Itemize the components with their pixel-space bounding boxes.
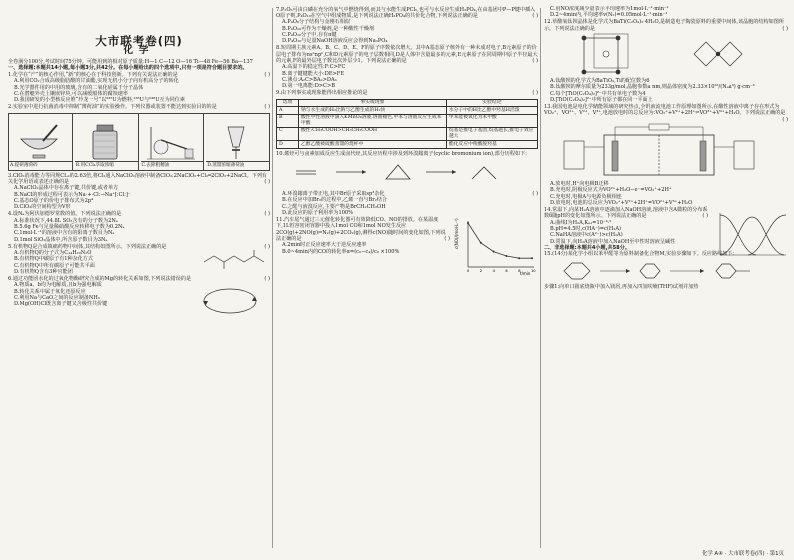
answer-bracket: ( ) [264,104,270,111]
option: A.放电时,H⁺向电极B迁移 [550,180,609,187]
option: A.P₄O₆分子结构与金刚石相似 [282,19,350,26]
option: D.1mol SiO₂晶体中,所含原子数目为3Nₐ [14,236,108,243]
table-cell: D [277,141,299,149]
question-7 [276,7,538,45]
exam-title: 大市联考卷(四) [95,34,183,48]
option: A.2min时正反应速率大于逆反应速率 [282,242,367,249]
question-1 [8,72,270,104]
data-point [531,257,533,259]
option: A.物质a、b均为电解质,且b为强电解质 [14,282,102,289]
table-cell: A [277,107,299,115]
answer-bracket: ( ) [264,178,270,185]
option: C.每个[TiO(C₂O₄)₂]²⁻中共有单电子数为4 [550,90,646,97]
table-row [277,107,538,115]
option: A.环溴鎓离子带正电,其中Br原子采取sp³杂化 [282,191,385,198]
question-2 [8,104,270,170]
table-cell: C [277,127,299,140]
option: C.充电时,电极A与电源负极相连 [550,193,622,200]
option: B.5.6g Fe与足量稀硝酸反应转移电子数为0.2Nₐ [14,223,125,230]
option: D.有机物Q含有3种官能团 [14,268,73,275]
option: B.光学器件用的中用的玻璃,含有的二氧化硅属于分子晶体 [14,84,144,91]
distillation-apparatus-icon [141,121,201,161]
answer-bracket: ( ) [264,211,270,218]
x-axis-label: t/min [520,271,531,277]
answer-bracket: ( ) [532,191,538,198]
column-3 [544,6,788,552]
option: B.pH=4.5时,c(HA⁻)=c(H₂A) [550,225,622,232]
table-header-cell: 实验结论 [446,99,537,107]
table-row [277,127,538,140]
answer-bracket: ( ) [264,71,270,78]
x-tick-label: 6 [505,269,508,274]
data-point [493,251,495,253]
answer-bracket: ( ) [444,236,450,243]
question-8 [276,45,538,89]
answer-bracket: ( ) [702,213,708,220]
question-10 [276,151,538,217]
option: A.曲线Ⅰ为H₂A,Kₐ₁=10⁻⁴·⁵ [550,219,612,226]
option: A.利用CO₂合成高级脂肪酸的甘油酯,实现无机小分子向有机高分子的转化 [14,78,179,85]
option: D.Mg(OH)Cl既含离子键又含极性共价键 [14,301,108,308]
option: D.此反应的原子利用率为100% [282,210,354,217]
question-stem: 13.我国电池是电化学储能领域的研究热点,全钒液流电池工作原理如图所示,在酸性溶液中离子存在形式为VO₂⁺、VO²⁺、V²⁺、V³⁺,电池放电时的总反应为:VO₂⁺+V²⁺+2H⁺⇌VO²⁺+V³⁺+H₂O。下列说法正确的是 [544,103,786,117]
figure-caption: D.蒸馏浓缩薄荷油 [206,161,269,169]
option: B.有机物Q中碳原子有1种杂化方式 [14,256,93,263]
question-stem: 7.P₂O₅可由白磷在充分的氧气中燃烧得到,而其与水能生成PCl₅,也可与水反应生成H₃PO₄,在由基团中P—P键中插入O原子则,P₄O₁₀在空气中组成物质,是下列说法正确H₃PO₄的共价化合物,下列说法正确的是 [276,6,536,19]
question-stem: 6.通过功能团水化的过氧化物酶研究合成的Mg的转化关系如图,下列说法错误的是 [8,275,192,282]
flow-battery-diagram [544,123,784,181]
question-9 [276,90,538,149]
option: D.P₄O₁₀与足量NaOH溶液反应会得到Na₃PO₄ [282,38,388,45]
molecule-structure-icon [200,248,270,270]
option: B.0~4min内的CO的转化率α=(c₀−c₄)/c₀ ×100% [282,248,400,255]
data-point [518,257,520,259]
option: C.利用Na与CaO之间的反应制备NH₃ [14,294,100,301]
question-stem: 14.常温下,向某H₂A溶液中逐滴加入NaOH溶液,溶液中含A微粒的分布系数δ随pH的变化如图所示。下列说法正确的是 [544,206,708,220]
figure-mortar [9,114,73,170]
option: C.有机物Q中所有碳原子可能共平面 [14,262,95,269]
curve-ha [720,217,784,255]
option: D.[TiO(C₂O₄)₂]²⁻中所有原子都在同一平面上 [550,97,653,103]
table-cell: 水分子中的H比乙醇中羟基H活泼 [446,107,537,115]
option: C.P₄O₁₀分子中,存有π键 [282,31,337,38]
ligand-structure-icon [694,42,742,66]
question-12 [544,19,788,103]
option: B.在反应中加Br₂的过程中,乙烯一直与Br₂结合 [282,197,387,204]
data-point [505,255,507,257]
unit-cell-icon [582,34,628,74]
question-stem: 9.由下列事实或现象能得出相应推论的是 [276,90,368,97]
option: C.NaHA溶液中c(A²⁻)>c(H₂A) [550,232,623,239]
figure-funnel [206,114,269,170]
option: D.常温下,向H₂A溶液中加入NaOH至中性时溶液呈碱性 [550,238,676,245]
question-stem: 12.草酸氧钛钡晶体是化学式为BaTi(C₂O₄)₂·4H₂O,是制造电子陶瓷原料的重要中间体,该晶胞的结构如图所示。下列说法正确的是 [544,19,784,32]
column-divider [272,8,273,548]
exam-intro: 全卷满分100分,考试时间75分钟。可能用到的相对原子质量:H—1 C—12 O—16 Ti—48 Fe—56 Ba—137 [8,58,253,65]
table-cell: 甲苯能被氧化为苯甲酸 [446,114,537,127]
question-stem: 8.短周期主族元素A、B、C、D、E、F的原子序数依次增大。其中A基态原子核外有一种未成对电子,B元素原子的价层电子排布为nsⁿnpⁿ,C和D元素原子的电子层数相同,D是人体中含量最多的元素,E元素原子在同周期中原子半径最大的元素,F的最外层电子数比次外层少1。下列说法正确的是 [276,45,538,64]
option: D.放电时,电池的总反应为VO₂⁺+V²⁺+2H⁺=VO²⁺+V³⁺+H₂O [550,200,693,206]
column-1 [8,6,270,552]
option: A.有机物Q的分子式为C₁₄H₂₀N₂O [14,249,92,256]
figure-caption: C.去除粗精油 [141,161,204,169]
figure-jar [75,114,139,170]
option: A.NaClO₂晶体中存在离子键,共价键,或者单方 [14,185,119,192]
option: B.离子键键能大小:DE>FE [282,70,345,77]
y-axis-label: c(NO)/(mol·L⁻¹) [454,218,459,250]
series-line [468,223,532,258]
option: B.钛酸钡的摩尔质量为233g/mol,晶胞参数a nm,则晶体密度为2.33×10²³/(Nₐa³) g·cm⁻³ [550,84,755,91]
question-13 [544,104,788,206]
question-stem: 1.化学在“产”的核心作用,“新”的核心在于科技创新。下列有关说法正确的是 [8,71,178,78]
table-row [277,141,538,149]
table-cell: 酸性:CH₃COOH>CH₃CH₂COOH [299,127,447,140]
answer-bracket: ( ) [782,116,788,123]
reaction-cycle-icon [190,284,270,318]
question-5 [8,244,270,276]
column-divider [540,8,541,548]
table-header-cell: 选项 [277,99,299,107]
section-2-heading: 二、非选择题:本题共4小题,共58分。 [544,245,630,251]
table-header-cell: 事实或现象 [299,99,447,107]
x-tick-label: 8 [518,269,521,274]
crystal-cell-figure [544,32,784,78]
separatory-funnel-icon [206,121,266,161]
option: B.NaCl的形成过程可表示为Na·+·Cl:→Na⁺[:Cl:]⁻ [14,191,131,198]
option: C.基态O原子的价电子排布式为2p⁴ [14,198,94,204]
answer-bracket: ( ) [532,90,538,97]
option: B.转化关系中属于氧化还原反应 [14,288,86,295]
option: C.之醛与液溴反应,主要产物是BrCH₂CH₂OH [282,203,386,210]
figure-caption: A.提研薄荷碎 [9,161,72,169]
page-footer: 化学 A④ · 大市联考卷(四) · 第1页 [701,551,784,557]
synthesis-route-diagram [544,258,784,284]
question-11 [276,217,538,277]
x-tick-label: 2 [479,269,483,274]
answer-bracket: ( ) [264,275,270,282]
answer-bracket: ( ) [532,57,538,64]
x-tick-label: 10 [531,269,536,274]
question-stem: 2.实验室中进行抗菌消毒中抑制“薄荷油”的实验操作。下列仪器或装置不能达到实验目的的是 [8,104,217,111]
reagent-bottle-icon [75,121,135,161]
question-15-step: 步骤1:向单口圆底烧瓶中加入镁屑,再加入四氢呋喃(THF)试剂并加热 [544,283,699,290]
question-stem: 5.有机物Q是合成镇痛药物中间体,其结构如图所示。下列说法正确的是 [8,243,167,250]
exam-subject: 化学 [123,45,155,57]
question-4 [8,211,270,243]
table-cell: 烷基是推电子基团,烷基越长,推电子效应越大 [446,127,537,140]
mechanism-diagram [276,157,526,191]
question-stem: 11.汽车尾气通过三元催化转化器可有效降低CO、NO的排放。在某温度下,1L恒容密闭容器中投入1mol CO和1mol NO发生反应2CO(g)+2NO(g)⇌N₂(g)+2CO₂(g),测得c(NO)随时间的变化如图,下列说法正确的是 [276,217,446,243]
column-2 [276,6,538,552]
table-row [277,114,538,127]
figure-caption: B.用CCl₄萃取浓缩 [75,161,138,169]
x-tick-label: 4 [492,269,495,274]
option: C.用NO浓度减少量表示平均速率为1mol·L⁻¹·min⁻¹ [550,6,669,12]
curve-a2 [748,215,786,255]
data-point [467,222,469,224]
question-3 [8,173,270,211]
question-6 [8,276,270,308]
table-header-row [277,99,538,107]
table-cell: 酸性中性溶液中滴入KMnO₄溶液,溶液褪色,甲苯与溶液反应生成苯甲酸 [299,114,447,127]
option: A.钛酸钡的化学式为BaTiO₃,Ti的配位数为6 [550,77,650,84]
x-tick-label: 0 [467,269,470,274]
data-point [480,242,482,244]
option: C.在潜艇外壳上镶嵌锌块,可以减缓船体的腐蚀速率 [14,91,128,97]
table-cell: 酯化反应中羧酸脱羟基 [446,141,537,149]
table-cell: 钠与水生成的H₂比钠与乙醇生成的H₂快 [299,107,447,115]
option: A.标准状况下,44.8L SO₃含有的分子数为2Nₐ [14,217,118,224]
option: C.沸点:A₂C>BA₂>DA₃ [282,76,337,83]
option: B.P₄O₁₀可作为干燥剂,是一种酸性干燥剂 [282,25,375,32]
question-15-stem: 15.(14分)某化学小组以苯甲醛等为原料制备化合物M,实验步骤如下。反应路线如下: [544,251,735,258]
apparatus-figures [8,113,270,171]
question-stem: 4.设Nₐ为阿伏加德罗常数的值。下列说法正确的是 [8,211,122,218]
option: D.我国研发的小型核反应堆“玲龙一号”以²³⁵U为燃料,²³⁵U与²³⁸U互为同位素 [14,97,185,104]
table-cell: B [277,114,299,127]
question-14 [544,207,788,245]
answer-bracket: ( ) [264,243,270,250]
figure-distill [141,114,205,170]
distribution-curve-chart [712,209,788,261]
evidence-table [276,99,538,149]
section-1-heading: 一、选择题:本题共14小题,每小题3分,共42分。在每小题给出的四个选项中,只有一项是符合题目要求的。 [8,65,248,72]
option: D.2~4min内,平均速率v(N₂)=0.05mol·L⁻¹·min⁻¹ [550,12,668,19]
answer-bracket: ( ) [782,25,788,32]
option: A.高温下的稳定性:F:C>FC [282,64,346,71]
no-concentration-chart [454,217,538,277]
question-stem: 3.ClO₂消毒能力等同规CL₂的2.63倍,将Cl₂通入NaClO₂溶液中制备ClO₂:2NaClO₂+Cl₂═2ClO₂+2NaCl。下列有关化学用语或表述正确的是 [8,172,268,185]
option: C.1mol·L⁻¹的溶液中含有的阳离子数目为Nₐ [14,230,115,237]
answer-bracket: ( ) [532,12,538,19]
option: D.ClO₂的空间构型为V形 [14,204,71,211]
mortar-icon [9,121,69,161]
question-stem: 10.烯烃可与卤素加成反应生成卤代烃,其反应历程中涉及到环溴鎓离子(cyclic bromonium ion),部分历程如下: [276,150,527,157]
option: D.第一电离能:D>C>B [282,83,335,90]
table-cell: 乙醇乙酸被硫酸蒸馏的烧杯中 [299,141,447,149]
option: B.充电时,阴极反应式为VO²⁺+H₂O−e⁻=VO₂⁺+2H⁺ [550,187,672,194]
